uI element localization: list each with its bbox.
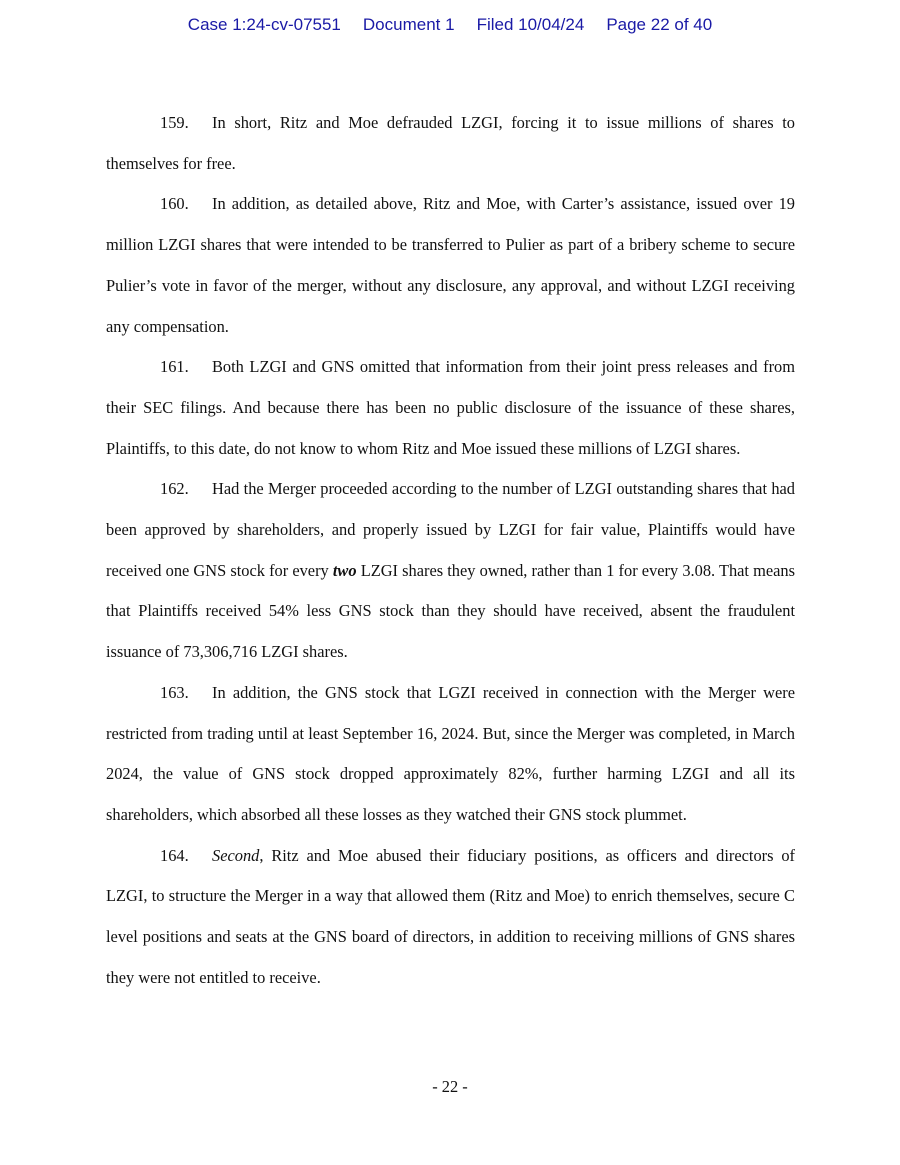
- page-indicator: Page 22 of 40: [606, 15, 713, 34]
- paragraph-text: In short, Ritz and Moe defrauded LZGI, forcing it to issue millions of shares to themselves for free.: [106, 113, 795, 173]
- paragraph-number: 161.: [160, 357, 189, 377]
- document-number: Document 1: [362, 15, 455, 34]
- paragraph-text: Had the Merger proceeded according to the number of LZGI outstanding shares that had been approved by shareholders, and properly issued by LZGI for fair value, Plaintiffs would have received one GNS stock for every: [106, 479, 795, 580]
- paragraph-text: In addition, as detailed above, Ritz and Moe, with Carter’s assistance, issued over 19 million LZGI shares that were intended to be transferred to Pulier as part of a bribery scheme to secure Pulier’s vote in favor of the merger, without any disclosure, any approval, and without LZGI receiving any compensation.: [106, 194, 795, 336]
- paragraph-number: 159.: [160, 113, 189, 132]
- paragraph-text: LZGI shares they owned, rather than 1 for every 3.08. That means that Plaintiffs received 54% less GNS stock than they should have received, absent the fraudulent issuance of 73,306,716 LZGI shares.: [106, 560, 795, 662]
- emphasis-text: two: [332, 560, 357, 580]
- paragraph-number: 164.: [160, 845, 189, 865]
- emphasis-text: Second: [212, 845, 260, 865]
- paragraph-text: , Ritz and Moe abused their fiduciary positions, as officers and directors of LZGI, to structure the Merger in a way that allowed them (Ritz and Moe) to enrich themselves, secure C level positions and seats at the GNS board of directors, in addition to receiving millions of GNS shares they were not entitled to receive.: [106, 845, 795, 987]
- paragraph-number: 163.: [160, 682, 189, 702]
- paragraph-160: [106, 184, 795, 347]
- paragraph-159: [106, 103, 795, 184]
- paragraph-number: 160.: [160, 194, 189, 214]
- paragraph-text: Both LZGI and GNS omitted that information from their joint press releases and from their SEC filings. And because there has been no public disclosure of the issuance of these shares, Plaintiffs, to this date, do not know to whom Ritz and Moe issued these millions of LZGI shares.: [106, 357, 795, 458]
- paragraph-162: [106, 469, 795, 673]
- paragraph-number: 162.: [160, 479, 189, 499]
- paragraph-text: In addition, the GNS stock that LGZI received in connection with the Merger were restricted from trading until at least September 16, 2024. But, since the Merger was completed, in March 2024, the value of GNS stock dropped approximately 82%, further harming LZGI and all its shareholders, which absorbed all these losses as they watched their GNS stock plummet.: [106, 682, 795, 824]
- paragraph-161: [106, 347, 795, 469]
- document-body: [106, 103, 795, 998]
- page-footer-number: - 22 -: [432, 1077, 468, 1096]
- filed-date: Filed 10/04/24: [476, 15, 585, 34]
- case-number: Case 1:24-cv-07551: [187, 15, 341, 34]
- paragraph-164: [106, 836, 795, 999]
- paragraph-163: [106, 673, 795, 836]
- case-header: [0, 15, 900, 35]
